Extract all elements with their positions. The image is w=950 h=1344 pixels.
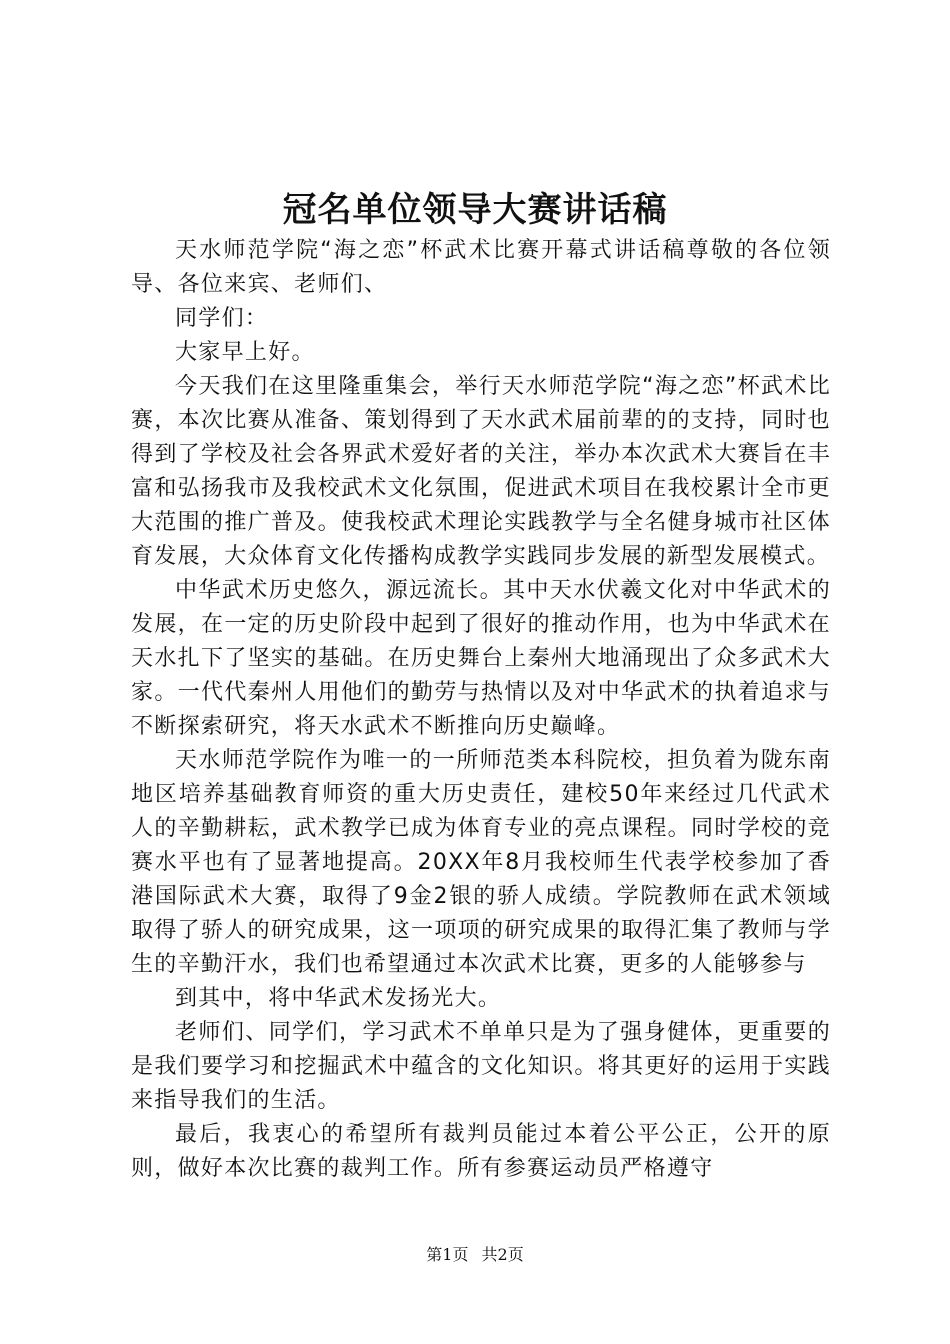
document-body xyxy=(131,234,831,1186)
paragraph: 同学们： xyxy=(175,306,269,331)
paragraph: 天水师范学院作为唯一的一所师范类本科院校，担负着为陇东南地区培养基础教育师资的重大历史责任，建校50年来经过几代武术人的辛勤耕耘，武术教学已成为体育专业的亮点课程。同时学校的竞赛水平也有了显著地提高。20XX年8月我校师生代表学校参加了香港国际武术大赛，取得了9金2银的骄人成绩。学院教师在武术领域取得了骄人的研究成果，这一项项的研究成果的取得汇集了教师与学生的辛勤汗水，我们也希望通过本次武术比赛，更多的人能够参与 xyxy=(131,748,831,977)
page-footer xyxy=(0,1244,950,1266)
paragraph: 大家早上好。 xyxy=(175,340,315,365)
page-total: 共2页 xyxy=(481,1245,524,1264)
paragraph: 老师们、同学们，学习武术不单单只是为了强身健体，更重要的是我们要学习和挖掘武术中蕴含的文化知识。将其更好的运用于实践来指导我们的生活。 xyxy=(131,1020,831,1113)
paragraph: 到其中，将中华武术发扬光大。 xyxy=(175,986,502,1011)
page-number: 第1页 xyxy=(426,1245,469,1264)
paragraph: 今天我们在这里隆重集会，举行天水师范学院“海之恋”杯武术比赛，本次比赛从准备、策划得到了天水武术届前辈的的支持，同时也得到了学校及社会各界武术爱好者的关注，举办本次武术大赛旨在丰富和弘扬我市及我校武术文化氛围，促进武术项目在我校累计全市更大范围的推广普及。使我校武术理论实践教学与全名健身城市社区体育发展，大众体育文化传播构成教学实践同步发展的新型发展模式。 xyxy=(131,374,831,569)
document-title: 冠名单位领导大赛讲话稿 xyxy=(282,190,668,230)
paragraph: 天水师范学院“海之恋”杯武术比赛开幕式讲话稿尊敬的各位领导、各位来宾、老师们、 xyxy=(131,238,831,297)
paragraph: 最后，我衷心的希望所有裁判员能过本着公平公正，公开的原则，做好本次比赛的裁判工作。所有参赛运动员严格遵守 xyxy=(131,1122,831,1181)
paragraph: 中华武术历史悠久，源远流长。其中天水伏羲文化对中华武术的发展，在一定的历史阶段中起到了很好的推动作用，也为中华武术在天水扎下了坚实的基础。在历史舞台上秦州大地涌现出了众多武术大家。一代代秦州人用他们的勤劳与热情以及对中华武术的执着追求与不断探索研究，将天水武术不断推向历史巅峰。 xyxy=(131,578,831,739)
